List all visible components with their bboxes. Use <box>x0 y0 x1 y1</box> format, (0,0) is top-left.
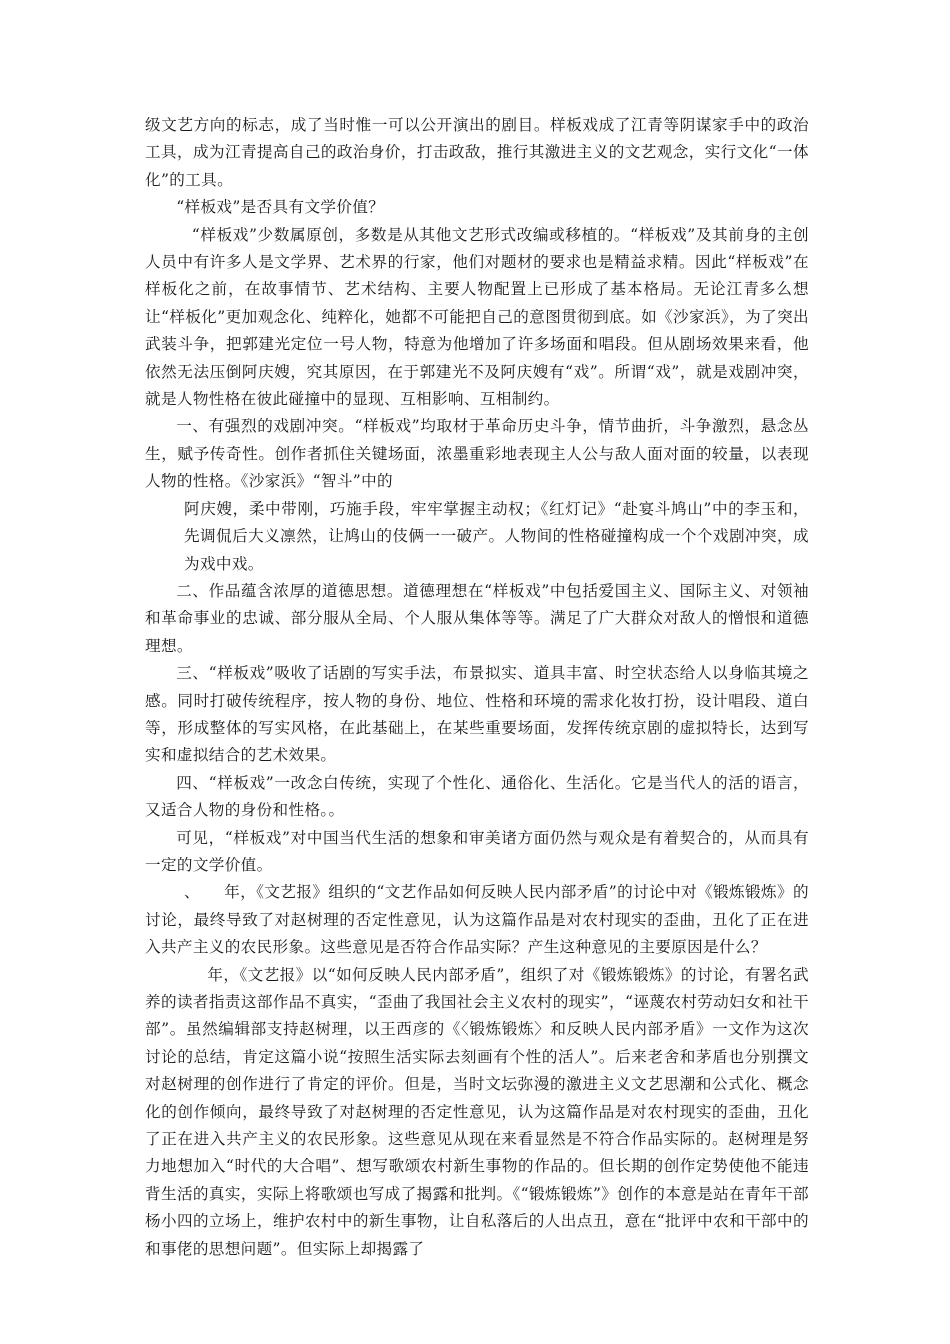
paragraph-answer-two: 年，《文艺报》以“如何反映人民内部矛盾”，组织了对《锻炼锻炼》的讨论，有署名武养的读者指责这部作品不真实，“歪曲了我国社会主义农村的现实”，“诬蔑农村劳动妇女和社干部”。虽然编辑部支持赵树理，以王西彦的《〈锻炼锻炼〉和反映人民内部矛盾》一文作为这次讨论的总结，肯定这篇小说“按照生活实际去刻画有个性的活人”。后来老舍和茅盾也分别撰文对赵树理的创作进行了肯定的评价。但是，当时文坛弥漫的激进主义文艺思潮和公式化、概念化的创作倾向，最终导致了对赵树理的否定性意见，认为这篇作品是对农村现实的歪曲，丑化了正在进入共产主义的农民形象。这些意见从现在来看显然是不符合作品实际的。赵树理是努力地想加入“时代的大合唱”、想写歌颂农村新生事物的作品的。但长期的创作定势使他不能违背生活的真实，实际上将歌颂也写成了揭露和批判。《“锻炼锻炼”》创作的本意是站在青年干部杨小四的立场上，维护农村中的新生事物，让自私落后的人出点丑，意在“批评中农和干部中的和事佬的思想问题”。但实际上却揭露了 <box>145 965 809 1258</box>
paragraph-point-one-continued: 阿庆嫂，柔中带刚，巧施手段，牢牢掌握主动权；《红灯记》“赴宴斗鸠山”中的李玉和，先调侃后大义凛然，让鸠山的伎俩一一破产。人物间的性格碰撞构成一个个戏剧冲突，成为戏中戏。 <box>184 499 809 573</box>
paragraph-point-two: 二、作品蕴含浓厚的道德思想。道德理想在“样板戏”中包括爱国主义、国际主义、对领袖和革命事业的忠诚、部分服从全局、个人服从集体等等。满足了广大群众对敌人的憎恨和道德理想。 <box>145 581 809 655</box>
section-question-two: 、 年，《文艺报》组织的“文艺作品如何反映人民内部矛盾”的讨论中对《锻炼锻炼》的讨论，最终导致了对赵树理的否定性意见，认为这篇作品是对农村现实的歪曲，丑化了正在进入共产主义的农民形象。这些意见是否符合作品实际？产生这种意见的主要原因是什么？ <box>145 883 809 957</box>
document-body <box>145 112 809 1263</box>
paragraph-origin: “样板戏”少数属原创，多数是从其他文艺形式改编或移植的。“样板戏”及其前身的主创人员中有许多人是文学界、艺术界的行家，他们对题材的要求也是精益求精。因此“样板戏”在样板化之前，在故事情节、艺术结构、主要人物配置上已形成了基本格局。无论江青多么想让“样板化”更加观念化、纯粹化，她都不可能把自己的意图贯彻到底。如《沙家浜》，为了突出武装斗争，把郭建光定位一号人物，特意为他增加了许多场面和唱段。但从剧场效果来看，他依然无法压倒阿庆嫂，究其原因，在于郭建光不及阿庆嫂有“戏”。所谓“戏”，就是戏剧冲突，就是人物性格在彼此碰撞中的显现、互相影响、互相制约。 <box>145 225 809 409</box>
paragraph-point-one: 一、有强烈的戏剧冲突。“样板戏”均取材于革命历史斗争，情节曲折，斗争激烈，悬念丛生，赋予传奇性。创作者抓住关键场面，浓墨重彩地表现主人公与敌人面对面的较量，以表现人物的性格。《沙家浜》“智斗”中的 <box>145 417 809 491</box>
paragraph-intro-continuation: 级文艺方向的标志，成了当时惟一可以公开演出的剧目。样板戏成了江青等阴谋家手中的政治工具，成为江青提高自己的政治身价，打击政敌，推行其激进主义的文艺观念，实行文化“一体化”的工具。 <box>145 116 809 189</box>
paragraph-point-three: 三、“样板戏”吸收了话剧的写实手法，布景拟实、道具丰富、时空状态给人以身临其境之感。同时打破传统程序，按人物的身份、地位、性格和环境的需求化妆打扮，设计唱段、道白等，形成整体的写实风格，在此基础上，在某些重要场面，发挥传统京剧的虚拟特长，达到写实和虚拟结合的艺术效果。 <box>145 664 809 765</box>
section-question-heading: “样板戏”是否具有文学价值？ <box>176 198 385 217</box>
paragraph-conclusion: 可见，“样板戏”对中国当代生活的想象和审美诸方面仍然与观众是有着契合的，从而具有一定的文学价值。 <box>145 828 809 874</box>
paragraph-point-four: 四、“样板戏”一改念白传统，实现了个性化、通俗化、生活化。它是当代人的活的语言，又适合人物的身份和性格。。 <box>145 773 809 820</box>
